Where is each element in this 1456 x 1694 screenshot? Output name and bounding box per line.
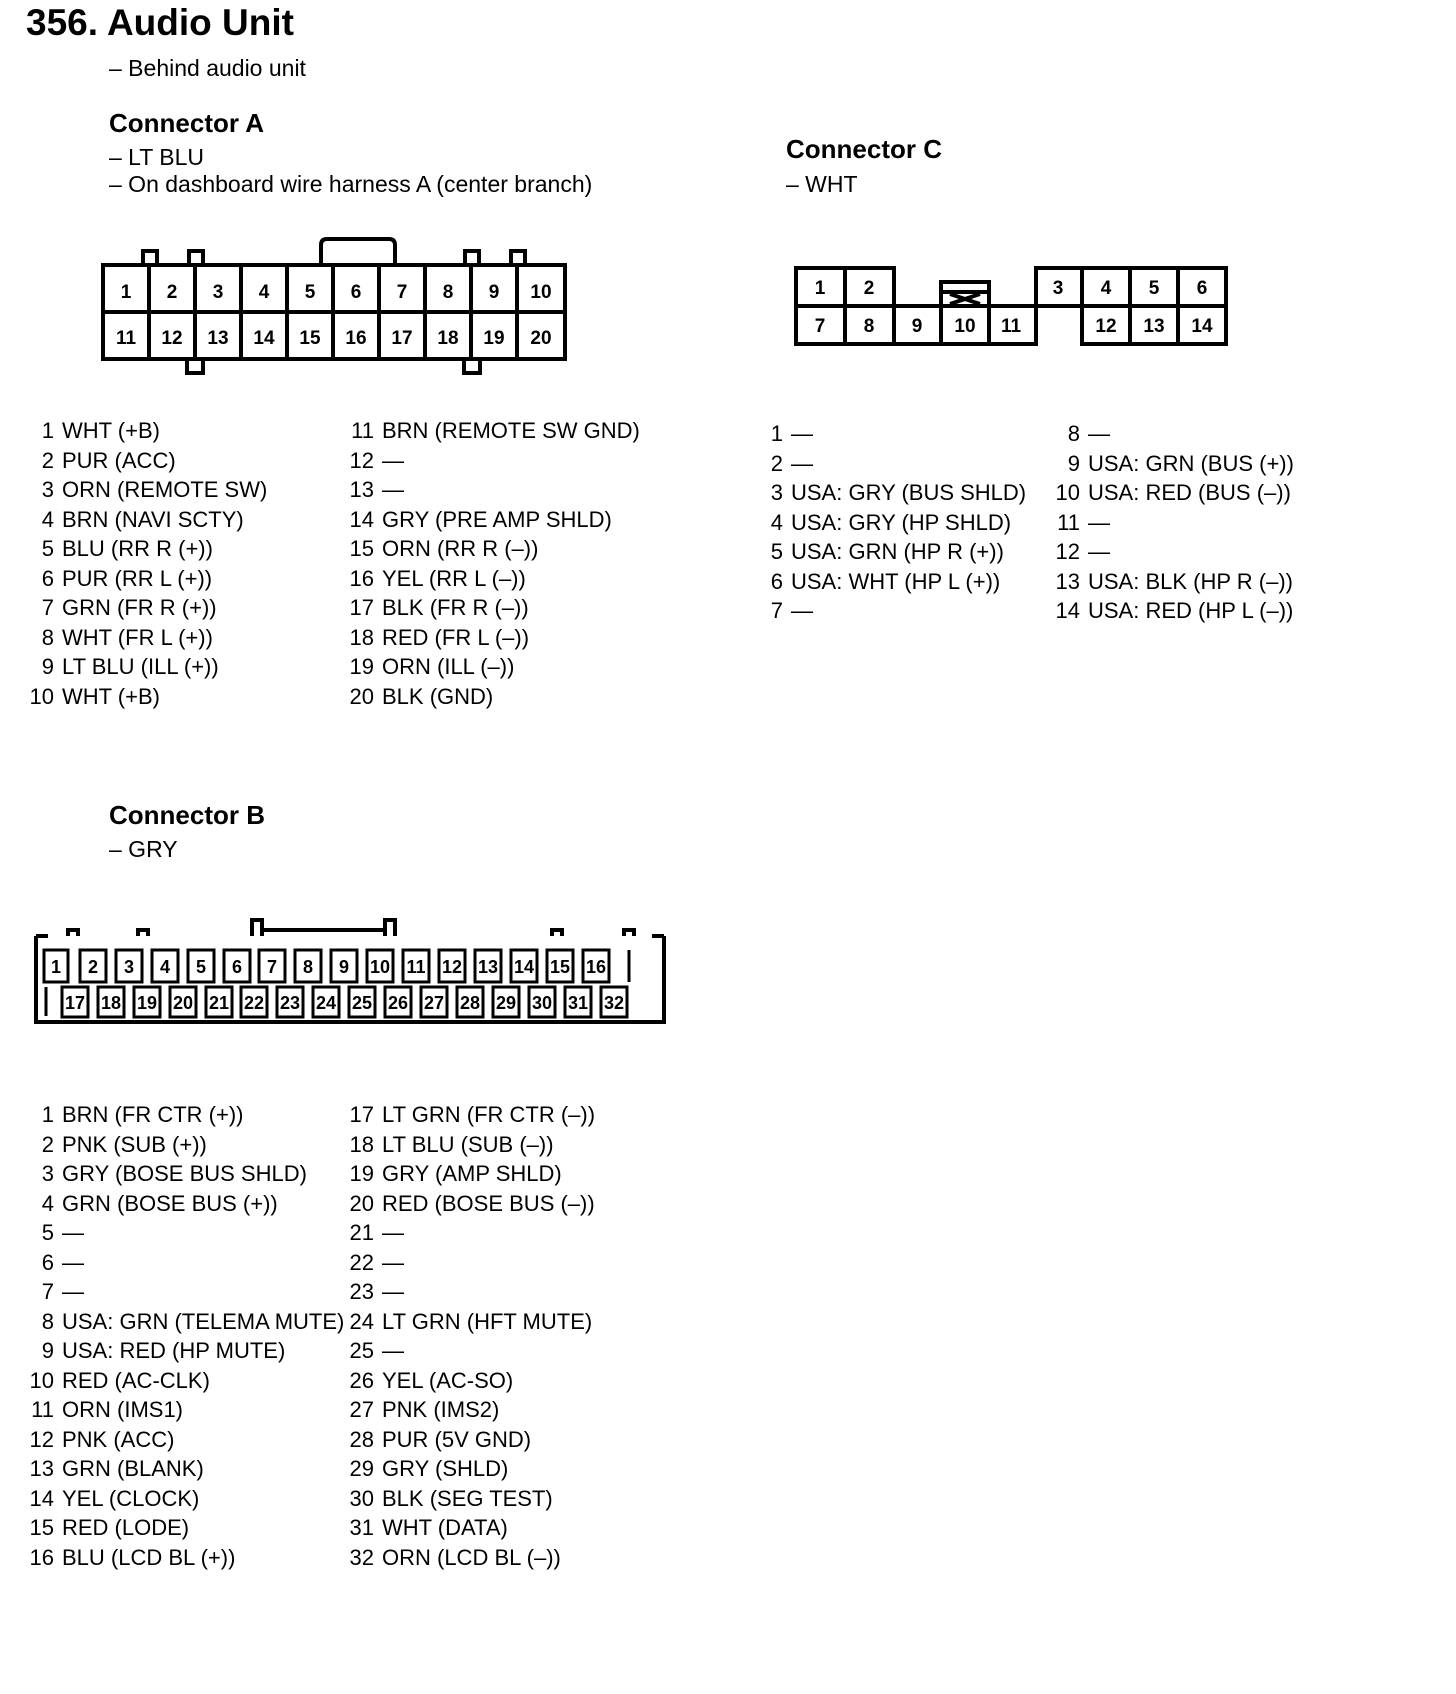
pin-number: 13 (349, 477, 374, 502)
pin-row (24, 446, 267, 476)
pin-description: USA: BLK (HP R (–)) (1088, 568, 1293, 594)
pin-description: ORN (ILL (–)) (382, 654, 515, 679)
pin-number: 3 (41, 1161, 54, 1186)
pin-row (24, 593, 267, 623)
pin-description: — (382, 1279, 404, 1304)
pin-row (1050, 508, 1294, 538)
pin-row (24, 1484, 344, 1514)
pin-description: — (791, 450, 813, 476)
pin-row (24, 534, 267, 564)
pin-label: 15 (549, 957, 571, 977)
pin-description: WHT (+B) (62, 418, 160, 443)
pin-description: YEL (CLOCK) (62, 1485, 200, 1511)
pin-row (344, 1100, 595, 1130)
pin-label: 9 (488, 282, 500, 303)
pin-row (24, 1189, 344, 1219)
pin-row (1050, 596, 1294, 626)
pin-description: USA: GRN (BUS (+)) (1088, 450, 1294, 476)
pin-number: 12 (349, 447, 374, 473)
pin-description: LT BLU (ILL (+)) (62, 654, 219, 679)
pin-number: 15 (29, 1515, 54, 1540)
pin-row (24, 1336, 344, 1366)
pin-label: 25 (351, 993, 373, 1013)
pin-label: 5 (304, 282, 316, 303)
pin-label: 9 (338, 957, 350, 977)
pin-description: WHT (+B) (62, 683, 160, 709)
pin-number: 10 (1055, 480, 1080, 505)
pin-description: ORN (LCD BL (–)) (382, 1544, 561, 1570)
pin-row (1050, 449, 1294, 479)
pin-row (1050, 537, 1294, 567)
pin-row (24, 475, 267, 505)
pin-number: 1 (41, 418, 54, 443)
pin-description: — (791, 598, 813, 623)
pin-row (344, 1543, 595, 1573)
pin-row (344, 1366, 595, 1396)
pin-row (24, 564, 267, 594)
pin-label: 10 (530, 282, 552, 303)
pin-description: GRN (BLANK) (62, 1456, 204, 1481)
pin-label: 32 (603, 993, 625, 1013)
pin-description: PUR (ACC) (62, 447, 176, 473)
pin-number: 31 (349, 1515, 374, 1540)
pin-label: 17 (64, 993, 86, 1013)
pin-description: USA: WHT (HP L (+)) (791, 568, 1001, 594)
pin-label: 20 (172, 993, 194, 1013)
pin-number: 5 (41, 536, 54, 561)
pin-label: 2 (87, 957, 99, 977)
pin-description: BLK (FR R (–)) (382, 595, 529, 620)
pin-label: 20 (530, 328, 552, 349)
pin-number: 6 (41, 565, 54, 591)
pin-number: 12 (29, 1426, 54, 1452)
pin-row (344, 1307, 595, 1337)
pin-row (1050, 478, 1294, 508)
pin-row (344, 1130, 595, 1160)
pin-description: GRY (SHLD) (382, 1456, 509, 1481)
pin-label: 12 (441, 957, 463, 977)
pin-row (24, 416, 267, 446)
pin-row (24, 1100, 344, 1130)
pin-label: 13 (477, 957, 499, 977)
pin-description: BRN (NAVI SCTY) (62, 506, 244, 532)
pin-number: 19 (349, 654, 374, 679)
pin-description: YEL (AC-SO) (382, 1367, 514, 1393)
pin-number: 9 (1067, 450, 1080, 476)
pin-label: 29 (495, 993, 517, 1013)
pin-number: 11 (31, 1397, 54, 1422)
pin-number: 1 (770, 421, 783, 446)
pin-number: 14 (349, 506, 374, 532)
pin-label: 31 (567, 993, 589, 1013)
pin-number: 24 (349, 1308, 374, 1334)
pin-label: 4 (1100, 278, 1112, 299)
pin-label: 8 (442, 282, 454, 303)
pin-description: BRN (REMOTE SW GND) (382, 418, 640, 443)
pin-label: 13 (207, 328, 229, 349)
pin-label: 11 (115, 328, 137, 349)
pin-description: — (382, 1249, 404, 1275)
pin-row (24, 1130, 344, 1160)
pin-number: 19 (349, 1161, 374, 1186)
pin-row (344, 564, 640, 594)
pin-description: GRY (AMP SHLD) (382, 1161, 562, 1186)
pin-row (344, 1218, 595, 1248)
pin-row (344, 1336, 595, 1366)
pin-description: RED (FR L (–)) (382, 624, 530, 650)
pin-number: 12 (1055, 539, 1080, 564)
pin-description: — (791, 421, 813, 446)
pin-description: USA: RED (BUS (–)) (1088, 480, 1291, 505)
connector-b-title: Connector B (109, 800, 265, 830)
pin-description: — (382, 1338, 404, 1363)
pin-label: 2 (863, 278, 875, 299)
pin-number: 26 (349, 1367, 374, 1393)
connector-b-color: – GRY (109, 836, 178, 862)
pin-row (753, 537, 1026, 567)
pin-label: 1 (120, 282, 132, 303)
pin-row (344, 593, 640, 623)
connector-a-title: Connector A (109, 108, 265, 138)
pin-label: 26 (387, 993, 409, 1013)
pin-row (24, 1248, 344, 1278)
pin-number: 7 (770, 598, 783, 623)
pin-row (344, 534, 640, 564)
pin-number: 14 (29, 1485, 54, 1511)
pin-row (24, 1366, 344, 1396)
pin-description: WHT (FR L (+)) (62, 624, 213, 650)
pin-label: 7 (814, 316, 826, 337)
pin-label: 16 (345, 328, 367, 349)
pin-label: 14 (253, 328, 275, 349)
pin-number: 20 (349, 683, 374, 709)
pin-row (344, 623, 640, 653)
pin-description: BLK (GND) (382, 683, 494, 709)
pin-label: 22 (243, 993, 265, 1013)
pin-label: 14 (1191, 316, 1213, 337)
pin-number: 7 (41, 595, 54, 620)
pin-row (344, 682, 640, 712)
pin-number: 16 (29, 1544, 54, 1570)
connector-c-pins-col2 (1050, 419, 1294, 626)
pin-row (24, 1425, 344, 1455)
connector-c-title: Connector C (786, 134, 942, 164)
pin-number: 32 (349, 1544, 374, 1570)
page-title (26, 2, 294, 44)
pin-description: BLU (RR R (+)) (62, 536, 213, 561)
pin-row (344, 652, 640, 682)
pin-description: GRY (PRE AMP SHLD) (382, 506, 612, 532)
pin-number: 22 (349, 1249, 374, 1275)
pin-row (24, 505, 267, 535)
pin-label: 3 (1052, 278, 1064, 299)
pin-number: 30 (349, 1485, 374, 1511)
pin-row (753, 567, 1026, 597)
pin-label: 8 (302, 957, 314, 977)
pin-number: 11 (1057, 509, 1080, 535)
pin-description: — (382, 447, 404, 473)
pin-row (753, 478, 1026, 508)
pin-label: 27 (423, 993, 445, 1013)
page-number: 356. (26, 2, 99, 43)
pin-row (24, 1454, 344, 1484)
pin-number: 17 (349, 595, 374, 620)
pin-number: 2 (770, 450, 783, 476)
pin-row (344, 505, 640, 535)
pin-label: 7 (396, 282, 408, 303)
pin-description: USA: RED (HP L (–)) (1088, 598, 1294, 623)
pin-label: 24 (315, 993, 337, 1013)
pin-description: PNK (IMS2) (382, 1397, 500, 1422)
pin-number: 3 (770, 480, 783, 505)
pin-description: ORN (REMOTE SW) (62, 477, 268, 502)
pin-row (344, 416, 640, 446)
pin-description: USA: GRY (HP SHLD) (791, 509, 1012, 535)
pin-row (24, 1543, 344, 1573)
connector-c-pins-col1 (753, 419, 1026, 626)
pin-row (24, 1513, 344, 1543)
pin-number: 14 (1055, 598, 1080, 623)
pin-label: 18 (437, 328, 459, 349)
pin-row (753, 419, 1026, 449)
connector-a-pins-col2 (344, 416, 640, 711)
pin-label: 23 (279, 993, 301, 1013)
pin-label: 10 (369, 957, 391, 977)
pin-row (24, 1218, 344, 1248)
pin-row (753, 449, 1026, 479)
pin-row (24, 1277, 344, 1307)
pin-row (344, 1277, 595, 1307)
pin-row (1050, 419, 1294, 449)
pin-row (344, 475, 640, 505)
pin-number: 3 (41, 477, 54, 502)
pin-row (344, 1395, 595, 1425)
pin-label: 12 (161, 328, 183, 349)
pin-number: 23 (349, 1279, 374, 1304)
pin-number: 6 (41, 1249, 54, 1275)
pin-label: 3 (123, 957, 135, 977)
pin-label: 15 (299, 328, 321, 349)
pin-description: USA: GRY (BUS SHLD) (791, 480, 1027, 505)
pin-label: 19 (136, 993, 158, 1013)
pin-label: 12 (1095, 316, 1117, 337)
pin-description: RED (AC-CLK) (62, 1367, 210, 1393)
pin-number: 20 (349, 1190, 374, 1216)
pin-label: 16 (585, 957, 607, 977)
connector-a-diagram (95, 233, 575, 381)
pin-number: 8 (41, 1308, 54, 1334)
pin-number: 4 (41, 1190, 54, 1216)
pin-number: 16 (349, 565, 374, 591)
connector-c-diagram (790, 262, 1240, 354)
pin-description: — (1088, 509, 1110, 535)
page-title-text: Audio Unit (106, 2, 294, 43)
pin-description: — (62, 1279, 84, 1304)
pin-number: 15 (349, 536, 374, 561)
pin-label: 17 (391, 328, 413, 349)
pin-number: 5 (41, 1220, 54, 1245)
pin-label: 14 (513, 957, 535, 977)
pin-row (24, 1307, 344, 1337)
pin-label: 10 (954, 316, 976, 337)
pin-label: 11 (1000, 316, 1022, 337)
pin-number: 21 (349, 1220, 374, 1245)
pin-label: 13 (1143, 316, 1165, 337)
pin-row (24, 652, 267, 682)
connector-b-pins-col1 (24, 1100, 344, 1572)
pin-description: GRN (FR R (+)) (62, 595, 217, 620)
connector-a-location: – On dashboard wire harness A (center branch) (109, 171, 593, 197)
pin-row (344, 1484, 595, 1514)
pin-description: PUR (RR L (+)) (62, 565, 213, 591)
pin-description: ORN (RR R (–)) (382, 536, 539, 561)
connector-a-color: – LT BLU (109, 144, 205, 170)
connector-b-diagram (30, 912, 670, 1034)
pin-row (24, 623, 267, 653)
pin-description: PNK (ACC) (62, 1426, 175, 1452)
pin-description: PUR (5V GND) (382, 1426, 532, 1452)
pin-description: YEL (RR L (–)) (382, 565, 526, 591)
pin-number: 9 (41, 654, 54, 679)
connector-b-pins-col2 (344, 1100, 595, 1572)
pin-row (344, 1159, 595, 1189)
pin-number: 2 (41, 447, 54, 473)
pin-label: 4 (258, 282, 270, 303)
pin-description: — (382, 1220, 404, 1245)
pin-number: 29 (349, 1456, 374, 1481)
pin-label: 19 (483, 328, 505, 349)
pin-number: 8 (41, 624, 54, 650)
pin-number: 9 (41, 1338, 54, 1363)
pin-label: 30 (531, 993, 553, 1013)
pin-description: LT GRN (HFT MUTE) (382, 1308, 593, 1334)
pin-number: 1 (41, 1102, 54, 1127)
pin-row (344, 1189, 595, 1219)
pin-number: 13 (1055, 568, 1080, 594)
pin-label: 5 (1148, 278, 1160, 299)
pin-description: WHT (DATA) (382, 1515, 508, 1540)
pin-number: 28 (349, 1426, 374, 1452)
pin-row (344, 446, 640, 476)
pin-number: 11 (351, 418, 374, 443)
pin-label: 6 (350, 282, 362, 303)
pin-number: 13 (29, 1456, 54, 1481)
pin-description: — (1088, 421, 1110, 446)
pin-number: 6 (770, 568, 783, 594)
pin-description: RED (BOSE BUS (–)) (382, 1190, 595, 1216)
pin-number: 17 (349, 1102, 374, 1127)
pin-description: USA: RED (HP MUTE) (62, 1338, 286, 1363)
pin-number: 18 (349, 1131, 374, 1157)
pin-number: 18 (349, 624, 374, 650)
pin-label: 18 (100, 993, 122, 1013)
pin-description: — (62, 1249, 84, 1275)
pin-description: GRY (BOSE BUS SHLD) (62, 1161, 307, 1186)
pin-row (344, 1248, 595, 1278)
pin-label: 7 (266, 957, 278, 977)
connector-c-color: – WHT (786, 171, 858, 197)
pin-label: 1 (814, 278, 826, 299)
pin-description: ORN (IMS1) (62, 1397, 183, 1422)
pin-description: GRN (BOSE BUS (+)) (62, 1190, 278, 1216)
pin-number: 8 (1067, 421, 1080, 446)
pin-row (24, 682, 267, 712)
pin-number: 27 (349, 1397, 374, 1422)
pin-row (1050, 567, 1294, 597)
pin-description: PNK (SUB (+)) (62, 1131, 207, 1157)
pin-label: 2 (166, 282, 178, 303)
pin-description: BLU (LCD BL (+)) (62, 1544, 236, 1570)
pin-number: 25 (349, 1338, 374, 1363)
pin-row (24, 1395, 344, 1425)
pin-row (753, 508, 1026, 538)
pin-row (753, 596, 1026, 626)
pin-description: RED (LODE) (62, 1515, 190, 1540)
pin-label: 6 (231, 957, 243, 977)
connector-a-pins-col1 (24, 416, 267, 711)
pin-row (344, 1513, 595, 1543)
pin-description: USA: GRN (TELEMA MUTE) (62, 1308, 345, 1334)
pin-label: 9 (911, 316, 923, 337)
pin-label: 8 (863, 316, 875, 337)
pin-row (24, 1159, 344, 1189)
pin-label: 1 (50, 957, 62, 977)
pin-number: 2 (41, 1131, 54, 1157)
pin-description: LT BLU (SUB (–)) (382, 1131, 554, 1157)
pin-description: — (1088, 539, 1110, 564)
pin-label: 21 (208, 993, 230, 1013)
pin-row (344, 1454, 595, 1484)
pin-number: 10 (29, 1367, 54, 1393)
pin-label: 6 (1196, 278, 1208, 299)
pin-description: — (62, 1220, 84, 1245)
pin-description: BLK (SEG TEST) (382, 1485, 553, 1511)
pin-description: LT GRN (FR CTR (–)) (382, 1102, 596, 1127)
pin-number: 5 (770, 539, 783, 564)
page-location: – Behind audio unit (109, 55, 306, 81)
pin-label: 3 (212, 282, 224, 303)
pin-number: 4 (41, 506, 54, 532)
pin-label: 11 (406, 957, 426, 977)
pin-description: USA: GRN (HP R (+)) (791, 539, 1004, 564)
pin-number: 10 (29, 683, 54, 709)
pin-number: 7 (41, 1279, 54, 1304)
pin-row (344, 1425, 595, 1455)
pin-label: 28 (459, 993, 481, 1013)
pin-number: 4 (770, 509, 783, 535)
pin-description: BRN (FR CTR (+)) (62, 1102, 244, 1127)
pin-label: 5 (195, 957, 207, 977)
pin-description: — (382, 477, 404, 502)
pin-label: 4 (159, 957, 171, 977)
